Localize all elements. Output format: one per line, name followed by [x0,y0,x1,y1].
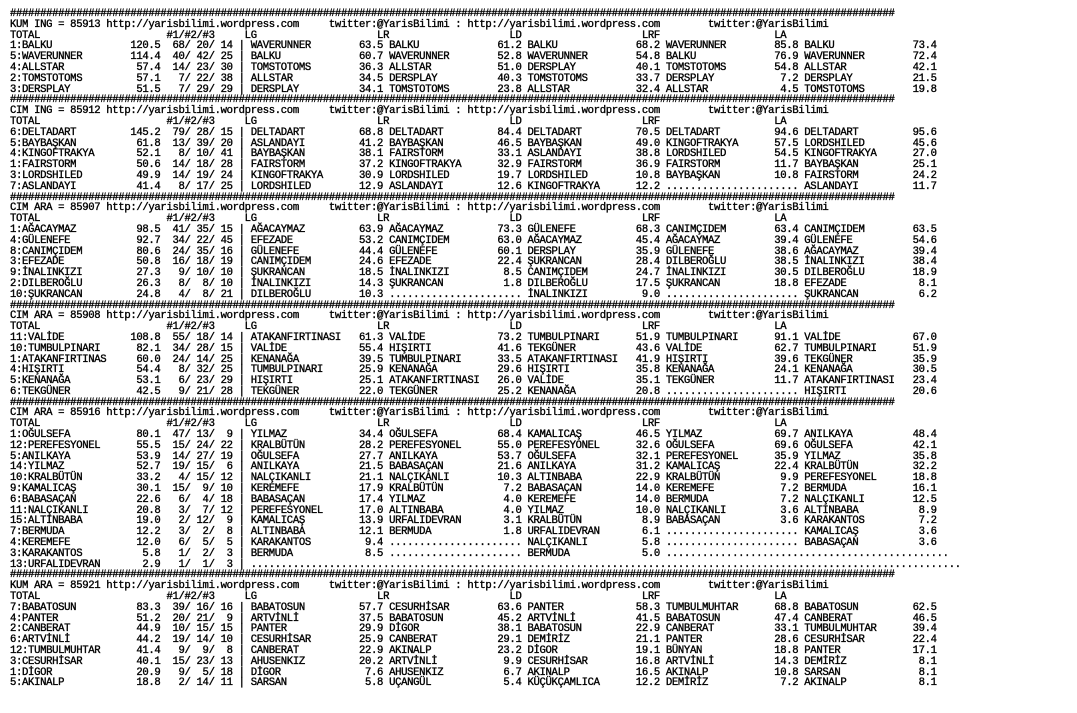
report-line: ################################################################################################################################################### [10,94,895,107]
report-line: 9:İNALINKIZI 27.3 9/ 10/ 10 | ŞUKRANCAN 18.5 İNALINKIZI 8.5 CANIMÇIDEM 24.7 İNALINKIZI 30.5 DILBEROĞLU 18.9 [10,267,937,280]
report-line: 11:VALİDE 108.8 55/ 18/ 14 | ATAKANFIRTINASI 61.3 VALİDE 73.2 TUMBULPINARI 51.9 TUMBULPINARI 91.1 VALİDE 67.0 [10,331,937,344]
report-line: TOTAL #1/#2/#3 LG LR LD LRF LA [10,29,787,42]
report-line: 2:CANBERAT 44.9 10/ 15/ 15 | PANTER 29.9 DİGOR 38.1 BABATOSUN 22.9 CANBERAT 33.1 TUMBULMUHTAR 39.4 [10,623,937,636]
report-line: ################################################################################################################################################### [10,569,895,582]
report-line: CIM ARA = 85916 http://yarisbilimi.wordpress.com twitter:@YarisBilimi : http://yarisbilimi.wordpress.com twitter:@YarisBilimi [10,407,829,420]
report-line: 6:DELTADART 145.2 79/ 28/ 15 | DELTADART 68.8 DELTADART 84.4 DELTADART 70.5 DELTADART 94.6 DELTADART 95.6 [10,126,937,139]
report-line: 2:DILBEROĞLU 26.3 8/ 8/ 10 | İNALINKIZI 14.3 ŞUKRANCAN 1.8 DILBEROĞLU 17.5 ŞUKRANCAN 18.8 EFEZADE 8.1 [10,277,937,290]
report-line: 3:DERSPLAY 51.5 7/ 29/ 29 | DERSPLAY 34.1 TOMSTOTOMS 23.8 ALLSTAR 32.4 ALLSTAR 4.5 TOMSTOTOMS 19.8 [10,83,937,96]
report-line: 3:CESURHİSAR 40.1 15/ 23/ 13 | AHUSENKIZ 20.2 ARTVİNLİ 9.9 CESURHİSAR 16.8 ARTVİNLİ 14.3 DEMİRİZ 8.1 [10,655,937,668]
report-line: 10:KRALBÜTÜN 33.2 4/ 15/ 12 | NALÇIKANLI 21.1 NALÇIKANLI 10.3 ALTINBABA 22.9 KRALBÜTÜN 9.9 PEREFESYONEL 18.8 [10,472,937,485]
report-line: 5:ANILKAYA 53.9 14/ 27/ 19 | OĞULSEFA 27.7 ANILKAYA 53.7 OĞULSEFA 32.1 PEREFESYONEL 35.9 YILMAZ 35.8 [10,450,937,463]
report-line: 5:WAVERUNNER 114.4 40/ 42/ 25 | BALKU 60.7 WAVERUNNER 52.8 WAVERUNNER 54.8 BALKU 76.9 WAVERUNNER 72.4 [10,51,937,64]
report-line: 1:BALKU 120.5 68/ 20/ 14 | WAVERUNNER 63.5 BALKU 61.2 BALKU 68.2 WAVERUNNER 85.8 BALKU 73.4 [10,40,937,53]
report-line: ################################################################################################################################################### [10,299,895,312]
report-line: 9:KAMALICAŞ 30.1 15/ 9/ 10 | KEREMEFE 17.9 KRALBÜTÜN 7.2 BABASAÇAN 14.0 KEREMEFE 7.2 BERMUDA 16.1 [10,483,937,496]
report-line: 12:TUMBULMUHTAR 41.4 9/ 9/ 8 | CANBERAT 22.9 AKINALP 23.2 DİGOR 19.1 BÜNYAN 18.8 PANTER 17.1 [10,645,937,658]
report-line: 8:CANIMÇIDEM 80.6 24/ 35/ 16 | GÜLENEFE 44.4 GÜLENEFE 60.1 DERSPLAY 35.9 GÜLENEFE 38.6 AĞACAYMAZ 39.4 [10,245,937,258]
report-line: 12:PEREFESYONEL 55.5 15/ 24/ 22 | KRALBÜTÜN 28.2 PEREFESYONEL 55.0 PEREFESYONEL 32.6 OĞULSEFA 69.6 OĞULSEFA 42.1 [10,439,937,452]
report-line: 13:URFALIDEVRAN 2.9 1/ 1/ 3 | ...................................................................................................................... [10,558,961,571]
report-line: 6:BABASAÇAN 22.6 6/ 4/ 18 | BABASAÇAN 17.4 YILMAZ 4.0 KEREMEFE 14.0 BERMUDA 7.2 NALÇIKANLI 12.5 [10,493,937,506]
report-line: 10:ŞUKRANCAN 24.8 4/ 8/ 21 | DILBEROĞLU 10.3 ...................... İNALINKIZI 9.0 ...................... ŞUKRANCAN 6.2 [10,288,937,301]
report-line: 1:AĞACAYMAZ 98.5 41/ 35/ 15 | AĞACAYMAZ 63.9 AĞACAYMAZ 73.3 GÜLENEFE 68.3 CANIMÇIDEM 63.4 CANIMÇIDEM 63.5 [10,223,937,236]
report-line: 6:ARTVİNLİ 44.2 19/ 14/ 10 | CESURHİSAR 25.9 CANBERAT 29.1 DEMİRİZ 21.1 PANTER 28.6 CESURHİSAR 22.4 [10,634,937,647]
report-line: 5:KENANAĞA 53.1 6/ 23/ 29 | HIŞIRTI 25.1 ATAKANFIRTINASI 26.0 VALİDE 35.1 TEKGÜNER 11.7 ATAKANFIRTINASI 23.4 [10,375,937,388]
report-line: TOTAL #1/#2/#3 LG LR LD LRF LA [10,115,787,128]
report-line: 4:ALLSTAR 57.4 14/ 23/ 30 | TOMSTOTOMS 36.3 ALLSTAR 51.0 DERSPLAY 40.1 TOMSTOTOMS 54.8 ALLSTAR 42.1 [10,61,937,74]
report-line: 15:ALTINBABA 19.0 2/ 12/ 9 | KAMALICAŞ 13.9 URFALIDEVRAN 3.1 KRALBÜTÜN 8.9 BABASAÇAN 3.6 KARAKANTOS 7.2 [10,515,937,528]
report-line: 4:PANTER 51.2 20/ 21/ 9 | ARTVİNLİ 37.5 BABATOSUN 45.2 ARTVİNLİ 41.5 BABATOSUN 47.4 CANBERAT 46.5 [10,612,937,625]
report-line: CIM ARA = 85908 http://yarisbilimi.wordpress.com twitter:@YarisBilimi : http://yarisbilimi.wordpress.com twitter:@YarisBilimi [10,310,829,323]
report-line: ################################################################################################################################################### [10,8,895,20]
report-line: 2:TOMSTOTOMS 57.1 7/ 22/ 38 | ALLSTAR 34.5 DERSPLAY 40.3 TOMSTOTOMS 33.7 DERSPLAY 7.2 DERSPLAY 21.5 [10,72,937,85]
report-line: 5:AKINALP 18.8 2/ 14/ 11 | SARSAN 5.8 UÇANGÜL 5.4 KÜÇÜKÇAMLICA 12.2 DEMİRİZ 7.2 AKINALP 8.1 [10,677,937,690]
report-line: 4:KINGOFTRAKYA 52.1 8/ 10/ 41 | BAYBAŞKAN 38.1 FAIRSTORM 33.1 ASLANDAYI 38.8 LORDSHILED 54.5 KINGOFTRAKYA 27.0 [10,148,937,161]
report-line: KUM ARA = 85921 http://yarisbilimi.wordpress.com twitter:@YarisBilimi : http://yarisbilimi.wordpress.com twitter:@YarisBilimi [10,580,829,593]
report-line: 7:BABATOSUN 83.3 39/ 16/ 16 | BABATOSUN 57.7 CESURHİSAR 63.6 PANTER 58.3 TUMBULMUHTAR 68.8 BABATOSUN 62.5 [10,601,937,614]
report-line: 7:BERMUDA 12.2 3/ 2/ 8 | ALTINBABA 12.1 BERMUDA 1.8 URFALIDEVRAN 6.1 ...................... KAMALICAŞ 3.6 [10,526,937,539]
report-line: 14:YILMAZ 52.7 19/ 15/ 6 | ANILKAYA 21.5 BABASAÇAN 21.6 ANILKAYA 31.2 KAMALICAŞ 22.4 KRALBÜTÜN 32.2 [10,461,937,474]
report-line: 11:NALÇIKANLI 20.8 3/ 7/ 12 | PEREFESYONEL 17.0 ALTINBABA 4.0 YILMAZ 10.0 NALÇIKANLI 3.6 ALTINBABA 8.9 [10,504,937,517]
report-line: 7:ASLANDAYI 41.4 8/ 17/ 25 | LORDSHILED 12.9 ASLANDAYI 12.6 KINGOFTRAKYA 12.2 ...................... ASLANDAYI 11.7 [10,180,937,193]
report-line: ################################################################################################################################################### [10,396,895,409]
report-line: TOTAL #1/#2/#3 LG LR LD LRF LA [10,591,787,604]
report-line: 6:TEKGÜNER 42.5 9/ 21/ 28 | TEKGÜNER 22.0 TEKGÜNER 25.2 KENANAĞA 20.8 ...................... HIŞIRTI 20.6 [10,385,937,398]
report-line: KUM ING = 85913 http://yarisbilimi.wordpress.com twitter:@YarisBilimi : http://yarisbilimi.wordpress.com twitter:@YarisBilimi [10,18,829,31]
report-line: 3:LORDSHILED 49.9 14/ 19/ 24 | KINGOFTRAKYA 30.9 LORDSHILED 19.7 LORDSHILED 10.8 BAYBAŞKAN 10.8 FAIRSTORM 24.2 [10,169,937,182]
report-line: TOTAL #1/#2/#3 LG LR LD LRF LA [10,321,787,334]
report-line: ################################################################################################################################################### [10,191,895,204]
report-line: 1:ATAKANFIRTINAS 60.0 24/ 14/ 25 | KENANAĞA 39.5 TUMBULPINARI 33.5 ATAKANFIRTINASI 41.9 HIŞIRTI 39.6 TEKGÜNER 35.9 [10,353,937,366]
report-line: 1:FAIRSTORM 50.6 14/ 18/ 28 | FAIRSTORM 37.2 KINGOFTRAKYA 32.9 FAIRSTORM 36.9 FAIRSTORM 11.7 BAYBAŞKAN 25.1 [10,159,937,172]
report-line: TOTAL #1/#2/#3 LG LR LD LRF LA [10,418,787,431]
report-line: 5:BAYBAŞKAN 61.8 13/ 39/ 20 | ASLANDAYI 41.2 BAYBAŞKAN 46.5 BAYBAŞKAN 49.0 KINGOFTRAKYA 57.5 LORDSHILED 45.6 [10,137,937,150]
report-line: TOTAL #1/#2/#3 LG LR LD LRF LA [10,213,787,226]
report-line: 4:GÜLENEFE 92.7 34/ 22/ 45 | EFEZADE 53.2 CANIMÇIDEM 63.0 AĞACAYMAZ 45.4 AĞACAYMAZ 39.4 GÜLENEFE 54.6 [10,234,937,247]
report-line: 4:KEREMEFE 12.0 6/ 5/ 5 | KARAKANTOS 9.4 ...................... NALÇIKANLI 5.8 ...................... BABASAÇAN 3.6 [10,537,937,550]
report-line: 3:EFEZADE 50.8 16/ 18/ 19 | CANIMÇIDEM 24.6 EFEZADE 22.4 ŞUKRANCAN 28.4 DILBEROĞLU 38.5 İNALINKIZI 38.4 [10,256,937,269]
report-line: 1:OĞULSEFA 80.1 47/ 13/ 9 | YILMAZ 34.4 OĞULSEFA 68.4 KAMALICAŞ 46.5 YILMAZ 69.7 ANILKAYA 48.4 [10,429,937,442]
report-line: CIM ING = 85912 http://yarisbilimi.wordpress.com twitter:@YarisBilimi : http://yarisbilimi.wordpress.com twitter:@YarisBilimi [10,105,829,118]
report-line: CIM ARA = 85907 http://yarisbilimi.wordpress.com twitter:@YarisBilimi : http://yarisbilimi.wordpress.com twitter:@YarisBilimi [10,202,829,215]
report-line: 1:DİGOR 20.9 9/ 5/ 18 | DİGOR 7.6 AHUSENKIZ 6.7 AKINALP 16.5 AKINALP 10.8 SARSAN 8.1 [10,666,937,679]
report-line: 10:TUMBULPINARI 82.1 34/ 28/ 15 | VALİDE 55.4 HIŞIRTI 41.6 TEKGÜNER 43.6 VALİDE 62.7 TUMBULPINARI 51.9 [10,342,937,355]
report-line: 4:HIŞIRTI 54.4 8/ 32/ 25 | TUMBULPINARI 25.9 KENANAĞA 29.6 HIŞIRTI 35.8 KENANAĞA 24.1 KENANAĞA 30.5 [10,364,937,377]
report-line: 3:KARAKANTOS 5.8 1/ 2/ 3 | BERMUDA 8.5 ...................... BERMUDA 5.0 ............................................... [10,547,949,560]
